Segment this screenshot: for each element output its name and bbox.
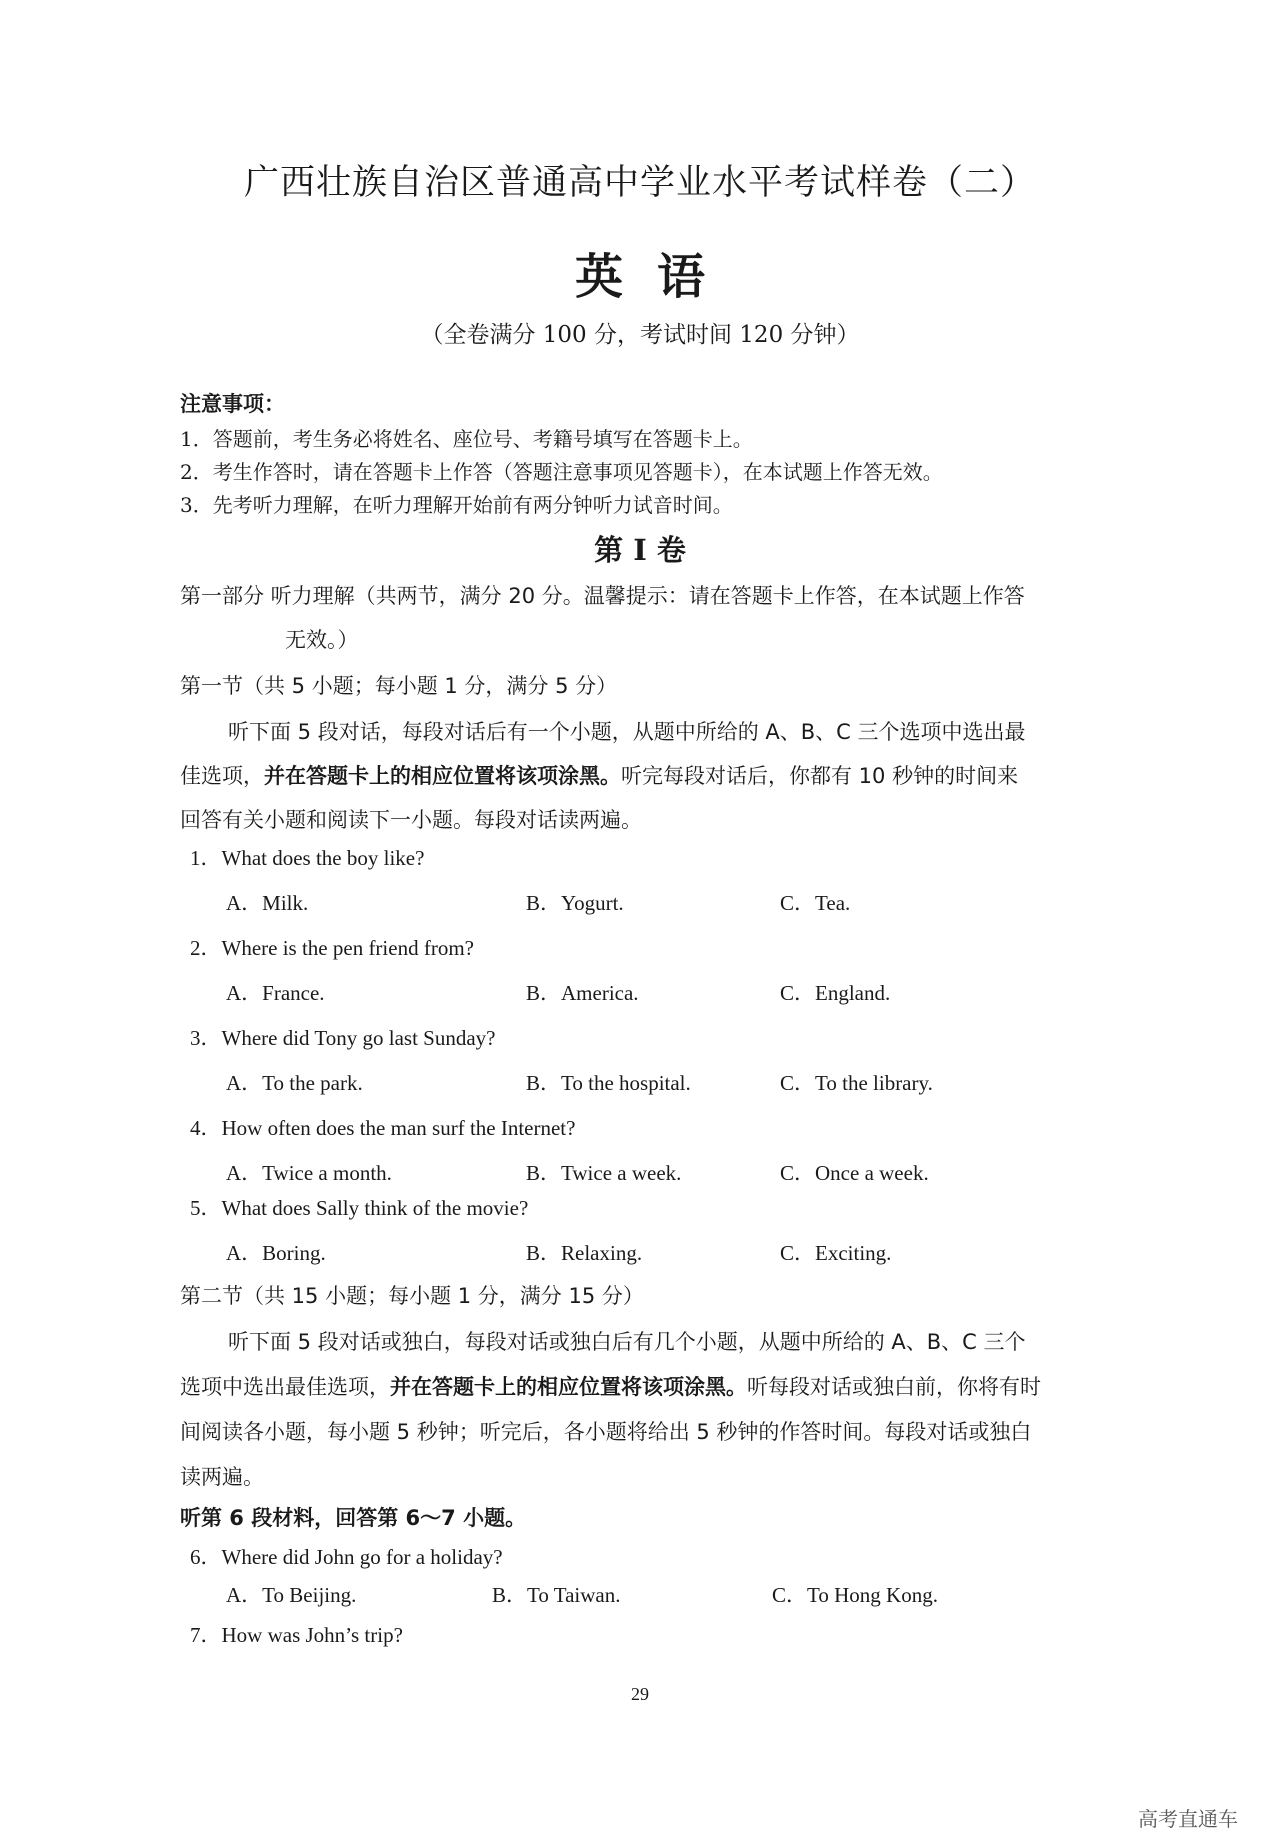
- section2-instruction: 间阅读各小题，每小题 5 秒钟；听完后，各小题将给出 5 秒钟的作答时间。每段对话或独白: [180, 1420, 1032, 1444]
- option-b: B．To Taiwan.: [492, 1583, 621, 1607]
- instruction-text: 听完每段对话后，你都有 10 秒钟的时间来: [621, 764, 1019, 788]
- watermark: 高考直通车: [1138, 1807, 1238, 1831]
- question: 3．Where did Tony go last Sunday?: [190, 1026, 496, 1050]
- note-item: 1．答题前，考生务必将姓名、座位号、考籍号填写在答题卡上。: [180, 427, 753, 451]
- option-c: C．Once a week.: [780, 1161, 929, 1185]
- section1-instruction: [180, 760, 1018, 790]
- question: 4．How often does the man surf the Internet?: [190, 1116, 576, 1140]
- notes-heading: 注意事项：: [180, 392, 285, 416]
- section2-instruction: 听下面 5 段对话或独白，每段对话或独白后有几个小题，从题中所给的 A、B、C 三个: [228, 1330, 1026, 1354]
- part1-heading-cont: 无效。）: [285, 628, 359, 652]
- option-b: B．Twice a week.: [526, 1161, 682, 1185]
- question: 5．What does Sally think of the movie?: [190, 1196, 529, 1220]
- instruction-text: 听每段对话或独白前，你将有时: [747, 1375, 1041, 1399]
- section2-instruction: 读两遍。: [180, 1465, 264, 1489]
- option-b: B．America.: [526, 981, 639, 1005]
- option-b: B．Relaxing.: [526, 1241, 643, 1265]
- part1-heading: 第一部分 听力理解（共两节，满分 20 分。温馨提示：请在答题卡上作答，在本试题上作答: [180, 584, 1025, 608]
- option-c: C．Exciting.: [780, 1241, 892, 1265]
- instruction-text: 选项中选出最佳选项，: [180, 1375, 390, 1399]
- question: 7．How was John’s trip?: [190, 1623, 403, 1647]
- option-c: C．To the library.: [780, 1071, 933, 1095]
- section1-instruction: 听下面 5 段对话，每段对话后有一个小题，从题中所给的 A、B、C 三个选项中选出最: [228, 720, 1026, 744]
- option-c: C．To Hong Kong.: [772, 1583, 938, 1607]
- material-heading: 听第 6 段材料，回答第 6～7 小题。: [180, 1506, 527, 1530]
- score-note: （全卷满分 100 分，考试时间 120 分钟）: [420, 322, 860, 348]
- option-a: A．To Beijing.: [226, 1583, 357, 1607]
- option-a: A．France.: [226, 981, 325, 1005]
- option-b: B．To the hospital.: [526, 1071, 691, 1095]
- option-a: A．Twice a month.: [226, 1161, 392, 1185]
- option-a: A．Boring.: [226, 1241, 326, 1265]
- question: 6．Where did John go for a holiday?: [190, 1545, 503, 1569]
- option-b: B．Yogurt.: [526, 891, 624, 915]
- section2-instruction: [180, 1371, 1041, 1401]
- page-number: 29: [631, 1684, 649, 1704]
- option-c: C．England.: [780, 981, 891, 1005]
- section1-heading: 第一节（共 5 小题；每小题 1 分，满分 5 分）: [180, 674, 618, 698]
- option-c: C．Tea.: [780, 891, 851, 915]
- note-item: 3．先考听力理解，在听力理解开始前有两分钟听力试音时间。: [180, 493, 733, 517]
- instruction-bold-text: 并在答题卡上的相应位置将该项涂黑。: [264, 764, 621, 788]
- question: 1．What does the boy like?: [190, 846, 425, 870]
- subject-title: 英语: [574, 249, 739, 305]
- option-a: A．To the park.: [226, 1071, 363, 1095]
- instruction-text: 佳选项，: [180, 764, 264, 788]
- volume-heading: 第 I 卷: [594, 533, 686, 567]
- section1-instruction: 回答有关小题和阅读下一小题。每段对话读两遍。: [180, 808, 642, 832]
- option-a: A．Milk.: [226, 891, 309, 915]
- instruction-bold-text: 并在答题卡上的相应位置将该项涂黑。: [390, 1375, 747, 1399]
- section2-heading: 第二节（共 15 小题；每小题 1 分，满分 15 分）: [180, 1284, 644, 1308]
- note-item: 2．考生作答时，请在答题卡上作答（答题注意事项见答题卡），在本试题上作答无效。: [180, 460, 943, 484]
- question: 2．Where is the pen friend from?: [190, 936, 474, 960]
- exam-title: 广西壮族自治区普通高中学业水平考试样卷（二）: [243, 163, 1036, 203]
